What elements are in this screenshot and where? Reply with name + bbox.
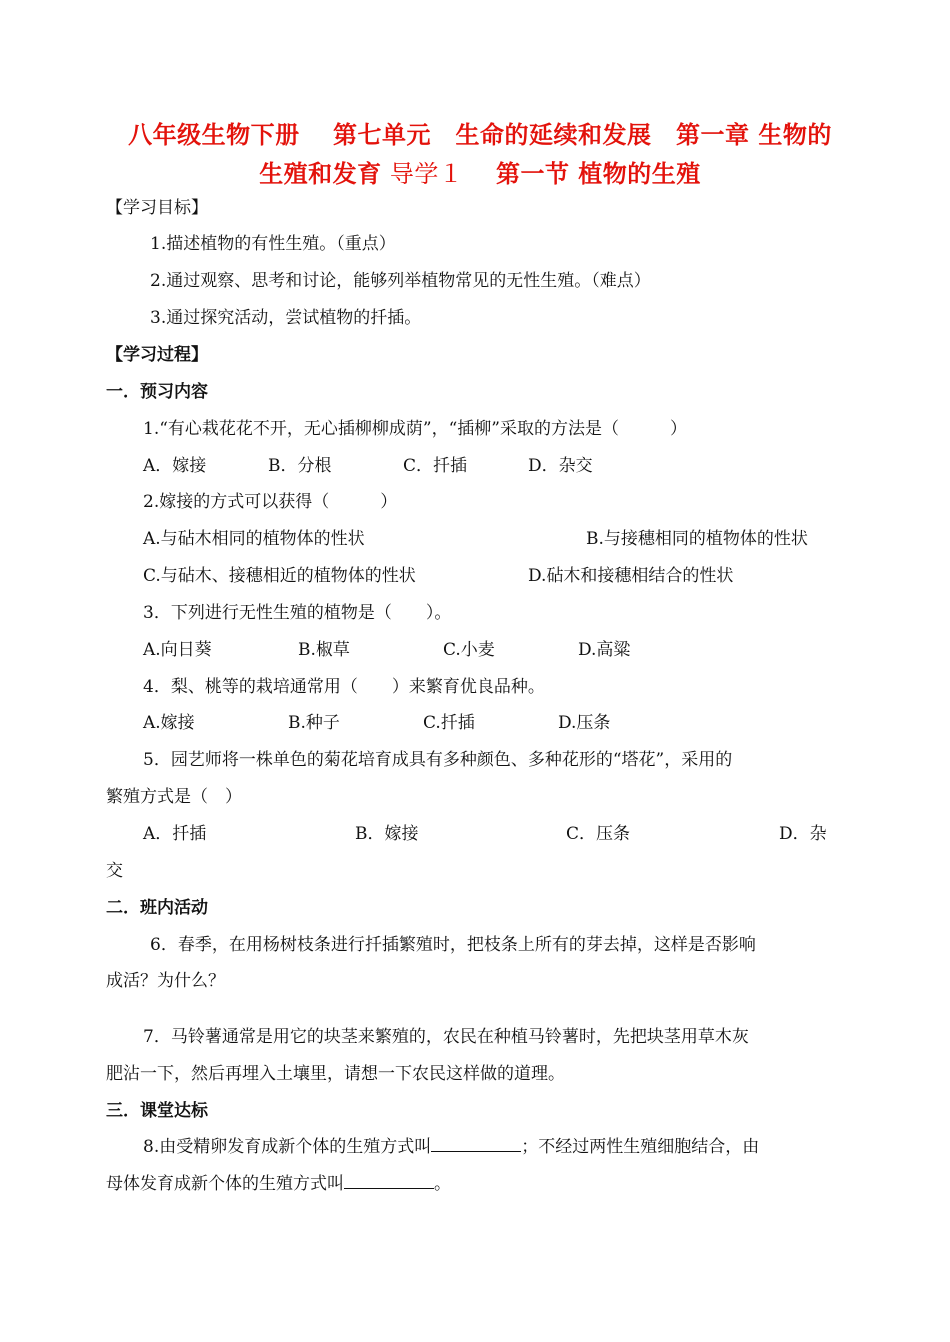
q4-option-b: B.种子 [288,713,340,733]
q4-option-c: C.扦插 [423,713,475,733]
objective-item: 2.通过观察、思考和讨论，能够列举植物常见的无性生殖。（难点） [150,271,651,291]
q2-option-b: B.与接穗相同的植物体的性状 [586,529,808,549]
q8-text-c: 母体发育成新个体的生殖方式叫 [106,1174,344,1194]
question-8-line-1 [143,1136,759,1158]
q2-option-a: A.与砧木相同的植物体的性状 [143,529,365,549]
question-8-line-2 [106,1173,451,1195]
title-line-2 [100,154,860,189]
title-part-c: 第一节 植物的生殖 [471,160,701,188]
question-5-line-1: 5．园艺师将一株单色的菊花培育成具有多种颜色、多种花形的“塔花”，采用的 [143,750,733,770]
q2-option-d: D.砧木和接穗相结合的性状 [528,566,734,586]
title-part-b: 导学１ [381,160,472,188]
question-4: 4．梨、桃等的栽培通常用（ ）来繁育优良品种。 [143,677,545,697]
objectives-heading: 【学习目标】 [106,198,208,218]
question-7-line-2: 肥沾一下，然后再埋入土壤里，请想一下农民这样做的道理。 [106,1064,565,1084]
q3-option-b: B.椒草 [298,640,350,660]
q3-option-c: C.小麦 [443,640,495,660]
question-1: 1.“有心栽花花不开，无心插柳柳成荫”，“插柳”采取的方法是（ ） [143,419,687,439]
title-line-1: 八年级生物下册 第七单元 生命的延续和发展 第一章 生物的 [128,121,832,149]
section-2-heading: 二．班内活动 [106,898,208,918]
q3-option-a: A.向日葵 [143,640,212,660]
q5-option-c: C．压条 [566,824,631,844]
answer-blank-2[interactable] [344,1174,434,1189]
answer-blank-1[interactable] [431,1137,521,1152]
question-6-line-1: 6．春季，在用杨树枝条进行扦插繁殖时，把枝条上所有的芽去掉，这样是否影响 [150,935,756,955]
q4-option-d: D.压条 [558,713,611,733]
question-6-line-2: 成活？为什么？ [106,971,225,991]
q1-option-c: C．扦插 [403,456,468,476]
question-3: 3．下列进行无性生殖的植物是（ ）。 [143,603,452,623]
process-heading: 【学习过程】 [106,345,208,365]
section-1-heading: 一．预习内容 [106,382,208,402]
q5-option-d: D．杂 [779,824,827,844]
q5-option-a: A．扦插 [143,824,207,844]
question-5-line-2: 繁殖方式是（ ） [106,787,242,807]
q1-option-b: B．分根 [268,456,332,476]
question-2: 2.嫁接的方式可以获得（ ） [143,492,398,512]
objective-item: 3.通过探究活动，尝试植物的扦插。 [150,308,422,328]
q3-option-d: D.高粱 [578,640,631,660]
q1-option-d: D．杂交 [528,456,593,476]
q8-text-d: 。 [434,1174,451,1194]
objective-item: 1.描述植物的有性生殖。（重点） [150,234,396,254]
q5-option-d-wrap: 交 [106,861,123,881]
title-part-a: 生殖和发育 [259,160,382,188]
q1-option-a: A．嫁接 [143,456,207,476]
q5-option-b: B．嫁接 [355,824,419,844]
question-7-line-1: 7．马铃薯通常是用它的块茎来繁殖的，农民在种植马铃薯时，先把块茎用草木灰 [143,1027,749,1047]
q2-option-c: C.与砧木、接穗相近的植物体的性状 [143,566,416,586]
section-3-heading: 三．课堂达标 [106,1101,208,1121]
q8-text-b: ；不经过两性生殖细胞结合，由 [521,1137,760,1157]
q4-option-a: A.嫁接 [143,713,195,733]
q8-text-a: 8.由受精卵发育成新个体的生殖方式叫 [143,1137,432,1157]
